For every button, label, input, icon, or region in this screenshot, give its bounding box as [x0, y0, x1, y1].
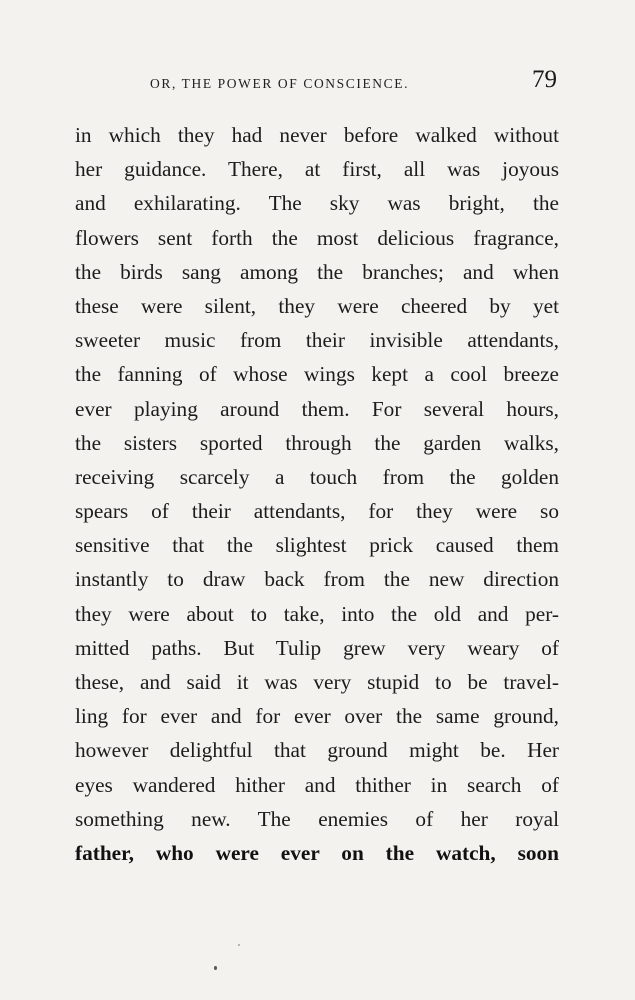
text-line: in which they had never before walked without: [75, 123, 559, 147]
body-text: [75, 118, 559, 870]
text-line: mitted paths. But Tulip grew very weary of: [75, 635, 559, 660]
ink-speck: [214, 966, 217, 970]
text-line: they were about to take, into the old and per-: [75, 601, 559, 626]
text-line: however delightful that ground might be. Her: [75, 738, 559, 763]
text-line: father, who were ever on the watch, soon: [75, 840, 559, 865]
text-line: instantly to draw back from the new direction: [75, 567, 559, 592]
text-line: sweeter music from their invisible attendants,: [75, 328, 559, 353]
page-number: 79: [532, 66, 557, 93]
text-line: ever playing around them. For several hours,: [75, 396, 559, 421]
text-line: the fanning of whose wings kept a cool breeze: [75, 362, 559, 387]
running-head: [0, 66, 635, 96]
text-line: receiving scarcely a touch from the golden: [75, 464, 559, 489]
text-line: the sisters sported through the garden walks,: [75, 430, 559, 455]
text-line: sensitive that the slightest prick caused them: [75, 533, 559, 558]
text-line: eyes wandered hither and thither in search of: [75, 772, 559, 797]
running-head-title: OR, THE POWER OF CONSCIENCE.: [150, 76, 410, 91]
text-line: and exhilarating. The sky was bright, the: [75, 191, 559, 216]
text-line: something new. The enemies of her royal: [75, 806, 559, 831]
text-line: these were silent, they were cheered by yet: [75, 293, 559, 318]
text-line: ling for ever and for ever over the same ground,: [75, 704, 559, 729]
text-line: these, and said it was very stupid to be travel-: [75, 670, 559, 694]
text-line: spears of their attendants, for they were so: [75, 499, 559, 524]
text-line: her guidance. There, at first, all was joyous: [75, 157, 559, 182]
text-line: the birds sang among the branches; and when: [75, 259, 559, 284]
text-line: flowers sent forth the most delicious fragrance,: [75, 225, 559, 250]
ink-speck: [238, 944, 240, 946]
